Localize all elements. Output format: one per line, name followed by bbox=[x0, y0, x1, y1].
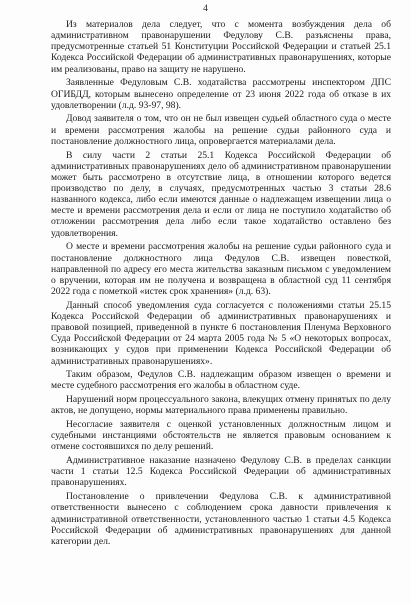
paragraph-notification-method: Данный способ уведомления суда согласуется с положениями статьи 25.15 Кодекса Российской Федерации об административных правонарушениях и правовой позицией, приведенной в пункте 6 постановления Пленума Верховного Суда Российской Федерации от 24 марта 2005 года № 5 «О некоторых вопросах, возникающих у судов при применении Кодекса Российской Федерации об административных правонарушениях». bbox=[51, 299, 391, 367]
paragraph-motions-reviewed: Заявленные Федуловым С.В. ходатайства рассмотрены инспектором ДПС ОГИБДД, которым вынесено определение от 23 июня 2022 года об отказе в их удовлетворении (л.д. 93-97, 98). bbox=[51, 77, 391, 111]
paragraph-limitation-period: Постановление о привлечении Федулова С.В. к административной ответственности вынесено с соблюдением срока давности привлечения к административной ответственности, установленного частью 1 статьи 4.5 Кодекса Российской Федерации об административных правонарушениях для данной категории дел. bbox=[51, 491, 391, 547]
paragraph-no-violations: Нарушений норм процессуального закона, влекущих отмену принятых по делу актов, не допущено, нормы материального права применены правильно. bbox=[51, 394, 391, 417]
paragraph-notification-argument: Довод заявителя о том, что он не был извещен судьей областного суда о месте и времени рассмотрения жалобы на решение судьи районного суда и постановление должностного лица, опровергается материалами дела. bbox=[51, 113, 391, 147]
paragraph-properly-notified: Таким образом, Федулов С.В. надлежащим образом извещен о времени и месте судебного рассмотрения его жалобы в областном суде. bbox=[51, 369, 391, 392]
page-number: 4 bbox=[203, 4, 208, 14]
paragraph-rights-explained: Из материалов дела следует, что с момента возбуждения дела об административном правонарушении Федулову С.В. разъяснены права, предусмотренные статьей 51 Конституции Российской Федерации и статьей 25.1 Кодекса Российской Федерации об административных правонарушениях, которые им реализованы, право на защиту не нарушено. bbox=[51, 19, 391, 75]
paragraph-disagreement: Несогласие заявителя с оценкой установленных должностным лицом и судебными инстанциями обстоятельств не является правовым основанием к отмене состоявшихся по делу решений. bbox=[51, 419, 391, 453]
paragraph-penalty: Административное наказание назначено Федулову С.В. в пределах санкции части 1 статьи 12.5 Кодекса Российской Федерации об административных правонарушениях. bbox=[51, 455, 391, 489]
paragraph-summons-sent: О месте и времени рассмотрения жалобы на решение судьи районного суда и постановление должностного лица Федулов С.В. извещен повесткой, направленной по адресу его места жительства заказным письмом с уведомлением о вручении, которая им не получена и возвращена в областной суд 11 сентября 2022 года с пометкой «истек срок хранения» (л.д. 63). bbox=[51, 241, 391, 297]
paragraph-article-25-1: В силу части 2 статьи 25.1 Кодекса Российской Федерации об административных правонарушениях дело об административном правонарушении может быть рассмотрено в отсутствие лица, в отношении которого ведется производство по делу, в случаях, предусмотренных частью 3 статьи 28.6 названного кодекса, либо если имеются данные о надлежащем извещении лица о месте и времени рассмотрения дела и если от лица не поступило ходатайство об отложении рассмотрения дела либо если такое ходатайство оставлено без удовлетворения. bbox=[51, 149, 391, 239]
document-body bbox=[51, 19, 391, 550]
